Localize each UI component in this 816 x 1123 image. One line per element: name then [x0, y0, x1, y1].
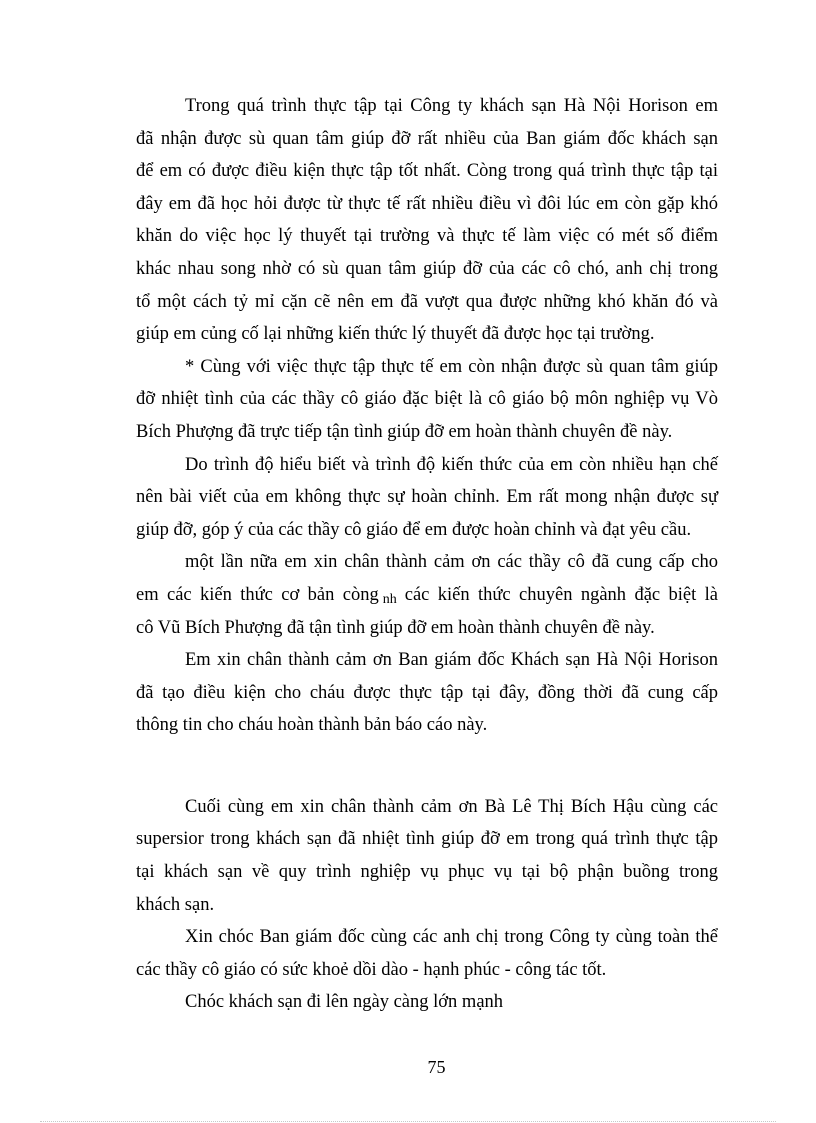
text-line: giúp đỡ, góp ý của các thầy cô giáo để em được hoàn chỉnh và đạt yêu cầu. [136, 519, 692, 540]
blank-space [136, 742, 718, 791]
text-line: đã nhận được sù quan tâm giúp đỡ rất nhiều của Ban giám đốc khách sạn [136, 128, 718, 149]
page-number: 75 [427, 1057, 446, 1077]
paragraph-teacher-thanks [136, 351, 718, 449]
footer-dotted-rule [40, 1121, 776, 1122]
paragraph-internship-intro [136, 90, 718, 351]
text-line: Xin chóc Ban giám đốc cùng các anh chị trong Công ty cùng toàn thể [185, 927, 718, 948]
text-line: đỡ nhiệt tình của các thầy cô giáo đặc biệt là cô giáo bộ môn nghiệp vụ Vò [136, 389, 718, 410]
body-text [136, 90, 718, 1019]
text-line: thông tin cho cháu hoàn thành bản báo cáo này. [136, 715, 488, 736]
text-line: tại khách sạn về quy trình nghiệp vụ phục vụ tại bộ phận buồng trong [136, 862, 718, 883]
text-line: khác nhau song nhờ có sù quan tâm giúp đỡ của các cô chó, anh chị trong [136, 258, 718, 279]
text-segment: em các kiến thức cơ bản còng [136, 584, 379, 605]
text-line: khăn do việc học lý thuyết tại trường và thực tế làm việc có mét số điểm [136, 226, 718, 247]
text-line: * Cùng với việc thực tập thực tế em còn nhận được sù quan tâm giúp [185, 356, 718, 377]
text-line: đây em đã học hỏi được từ thực tế rất nhiều điều vì đôi lúc em còn gặp khó [136, 193, 718, 214]
text-line: đã tạo điều kiện cho cháu được thực tập tại đây, đồng thời đã cung cấp [136, 682, 718, 703]
paragraph-thanks-again [136, 546, 718, 644]
text-line: supersior trong khách sạn đã nhiệt tình giúp đỡ em trong quá trình thực tập [136, 829, 718, 850]
paragraph-limitations [136, 449, 718, 547]
text-line: để em có được điều kiện thực tập tốt nhất. Còng trong quá trình thực tập tại [136, 161, 718, 182]
text-line: tổ một cách tỷ mỉ cặn cẽ nên em đã vượt qua được những khó khăn đó và [136, 291, 718, 312]
text-line: cô Vũ Bích Phượng đã tận tình giúp đỡ em hoàn thành chuyên đề này. [136, 617, 655, 638]
text-segment: các kiến thức chuyên ngành đặc biệt là [404, 584, 718, 605]
text-line: các thầy cô giáo có sức khoẻ dồi dào - hạnh phúc - công tác tốt. [136, 959, 607, 980]
paragraph-closing [136, 986, 718, 1019]
text-line: Bích Phượng đã trực tiếp tận tình giúp đỡ em hoàn thành chuyên đề này. [136, 421, 673, 442]
paragraph-final-thanks [136, 791, 718, 921]
text-line: giúp em củng cố lại những kiến thức lý thuyết đã được học tại trường. [136, 324, 655, 345]
paragraph-hotel-thanks [136, 644, 718, 742]
text-line: Do trình độ hiểu biết và trình độ kiến thức của em còn nhiều hạn chế [185, 454, 718, 475]
text-line: Chóc khách sạn đi lên ngày càng lớn mạnh [185, 992, 504, 1013]
text-line: Em xin chân thành cảm ơn Ban giám đốc Khách sạn Hà Nội Horison [185, 650, 718, 671]
text-line: một lần nữa em xin chân thành cảm ơn các thầy cô đã cung cấp cho [185, 552, 718, 573]
subscript-fragment: nh [382, 591, 397, 607]
text-line-with-subscript [136, 579, 718, 612]
text-line: Cuối cùng em xin chân thành cảm ơn Bà Lê Thị Bích Hậu cùng các [185, 796, 718, 817]
paragraph-wishes [136, 921, 718, 986]
text-line: nên bài viết của em không thực sự hoàn chỉnh. Em rất mong nhận được sự [136, 487, 718, 508]
text-line: Trong quá trình thực tập tại Công ty khách sạn Hà Nội Horison em [185, 96, 718, 116]
text-line: khách sạn. [136, 894, 215, 915]
